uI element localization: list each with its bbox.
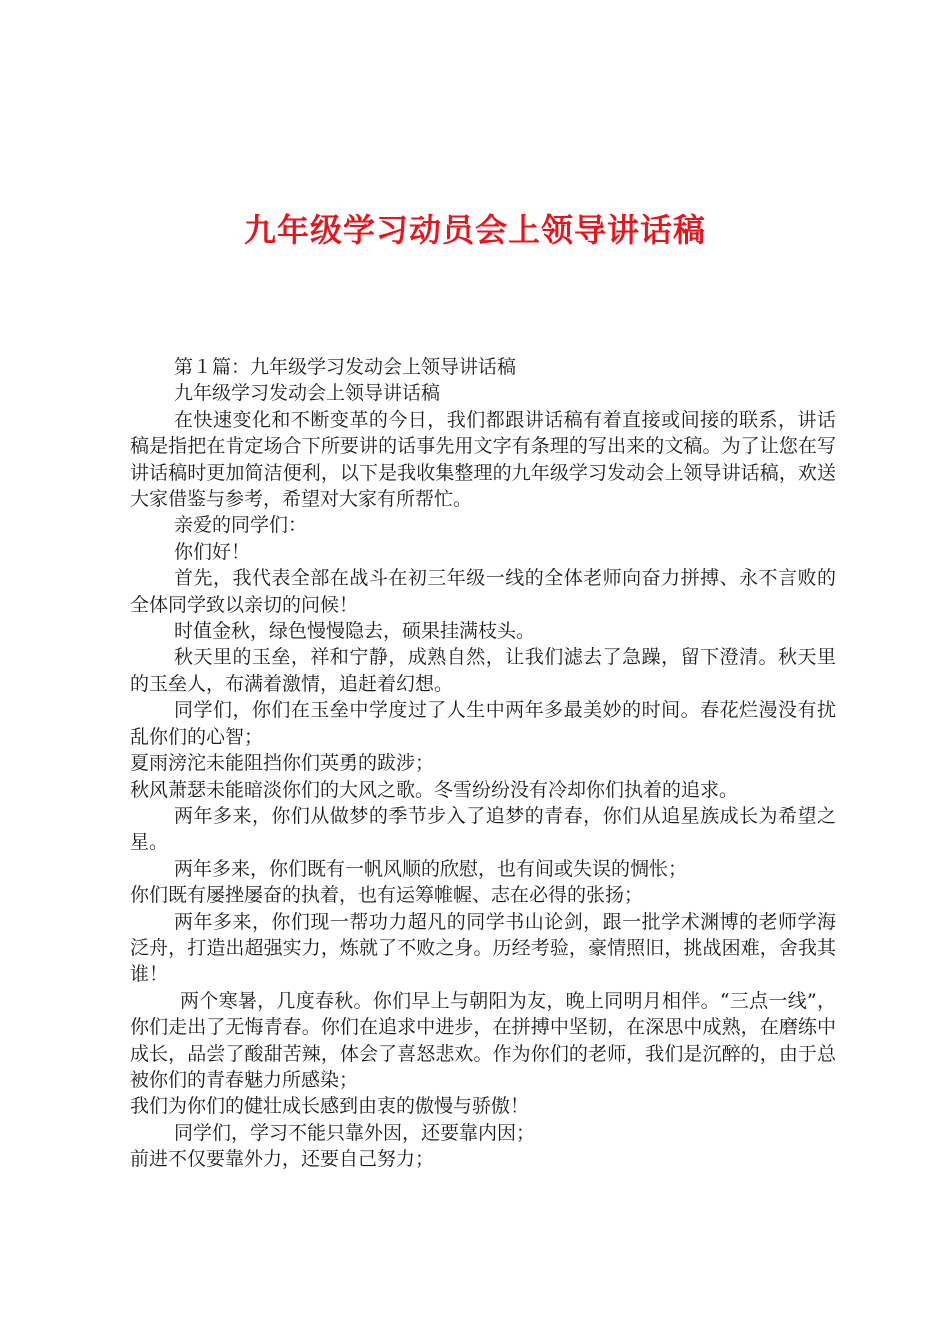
salutation: 亲爱的同学们： — [174, 514, 308, 537]
speech-title: 九年级学习发动会上领导讲话稿 — [174, 382, 441, 405]
paragraph: 前进不仅要靠外力，还要自己努力； — [130, 1148, 435, 1171]
paragraph: 我们为你们的健壮成长感到由衷的傲慢与骄傲！ — [130, 1095, 530, 1118]
paragraph: 时值金秋，绿色慢慢隐去，硕果挂满枝头。 — [174, 620, 536, 643]
paragraph: 两个寒暑，几度春秋。你们早上与朝阳为友，晚上同明月相伴。“三点一线”，你们走出了无悔青春。你们在追求中进步，在拼搏中坚韧，在深思中成熟，在磨练中成长，品尝了酸甜苦辣，体会了喜怒悲欢。作为你们的老师，我们是沉醉的，由于总被你们的青春魅力所感染； — [130, 989, 836, 1091]
paragraph: 同学们，学习不能只靠外因，还要靠内因； — [174, 1121, 536, 1144]
paragraph: 两年多来，你们既有一帆风顺的欣慰，也有间或失误的惆怅； — [174, 857, 688, 880]
paragraph: 秋风萧瑟未能暗淡你们的大风之歌。冬雪纷纷没有冷却你们执着的追求。 — [130, 778, 739, 801]
paragraph: 夏雨滂沱未能阻挡你们英勇的跋涉； — [130, 752, 435, 775]
section-heading: 第１篇：九年级学习发动会上领导讲话稿 — [174, 356, 517, 378]
document-title: 九年级学习动员会上领导讲话稿 — [243, 211, 706, 249]
greeting: 你们好！ — [174, 540, 251, 563]
document-body — [130, 354, 836, 1173]
paragraph: 首先，我代表全部在战斗在初三年级一线的全体老师向奋力拼搏、永不言败的全体同学致以亲切的问候！ — [130, 567, 836, 616]
paragraph: 你们既有屡挫屡奋的执着，也有运筹帷幄、志在必得的张扬； — [130, 884, 644, 907]
intro-paragraph: 在快速变化和不断变革的今日，我们都跟讲话稿有着直接或间接的联系，讲话稿是指把在肯定场合下所要讲的话事先用文字有条理的写出来的文稿。为了让您在写讲话稿时更加简洁便利，以下是我收集整理的九年级学习发动会上领导讲话稿，欢送大家借鉴与参考，希望对大家有所帮忙。 — [130, 408, 836, 511]
paragraph: 两年多来，你们从做梦的季节步入了追梦的青春，你们从追星族成长为希望之星。 — [130, 804, 836, 854]
paragraph: 两年多来，你们现一帮功力超凡的同学书山论剑，跟一批学术渊博的老师学海泛舟，打造出超强实力，炼就了不败之身。历经考验，豪情照旧，挑战困难，舍我其谁！ — [130, 910, 836, 986]
paragraph: 同学们，你们在玉垒中学度过了人生中两年多最美妙的时间。春花烂漫没有扰乱你们的心智； — [130, 699, 836, 748]
paragraph: 秋天里的玉垒，祥和宁静，成熟自然，让我们滤去了急躁，留下澄清。秋天里的玉垒人，布满着激情，追赶着幻想。 — [130, 646, 836, 695]
